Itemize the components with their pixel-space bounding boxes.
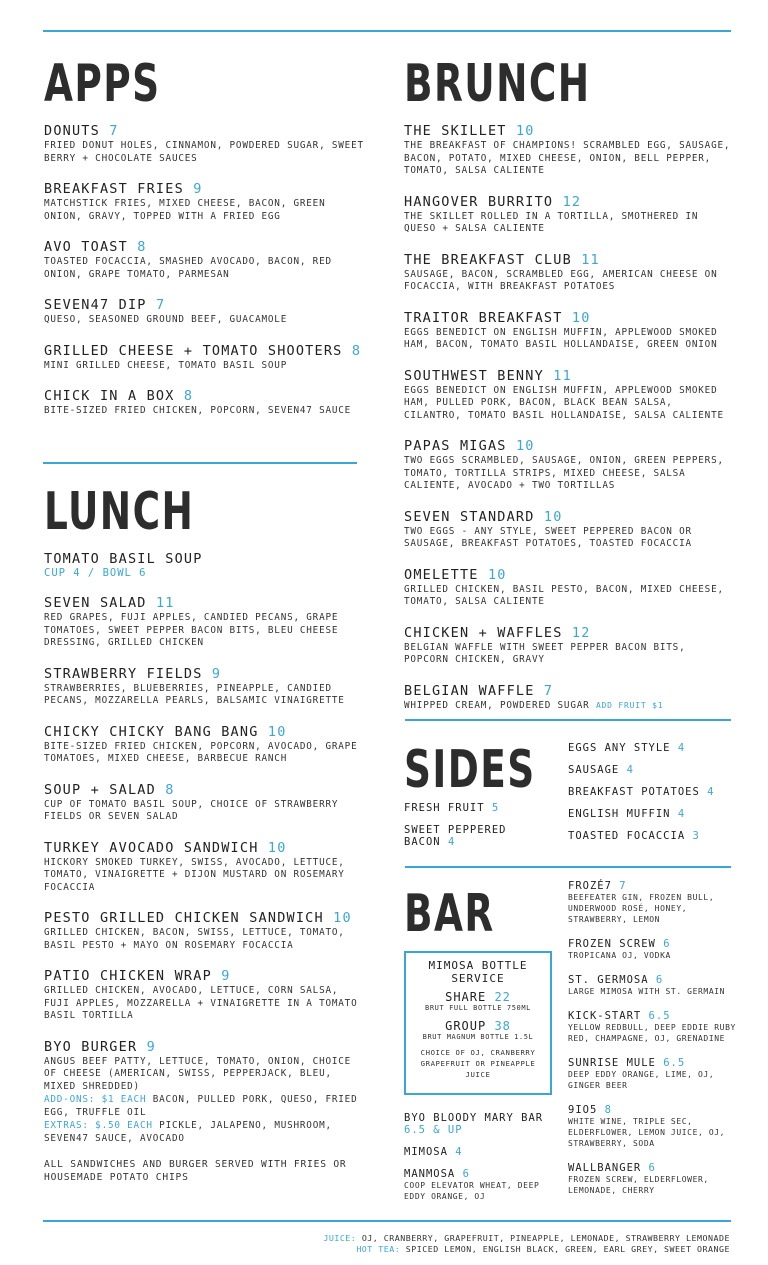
item-name: CHICKY CHICKY BANG BANG: [44, 723, 259, 740]
small-item-name: SUNRISE MULE: [568, 1057, 656, 1069]
small-item-heading: [404, 1112, 554, 1136]
small-item: [568, 764, 738, 776]
menu-item: [404, 253, 734, 294]
small-item-price: 4: [626, 764, 634, 776]
item-desc: [44, 314, 364, 327]
extras-text: PICKLE, JALAPENO, MUSHROOM, SEVEN47 SAUCE, AVOCADO: [44, 1120, 332, 1144]
small-item: [568, 1057, 738, 1091]
item-desc: [44, 140, 364, 165]
menu-item: [44, 667, 364, 708]
item-desc-text: RED GRAPES, FUJI APPLES, CANDIED PECANS, GRAPE TOMATOES, SWEET PEPPER BACON BITS, BLEU CHEESE DRESSING, GRILLED CHICKEN: [44, 612, 339, 648]
item-heading: [44, 182, 364, 197]
menu-item: [44, 969, 364, 1023]
small-item-desc: COOP ELEVATOR WHEAT, DEEP EDDY ORANGE, OJ: [404, 1181, 540, 1201]
small-item-heading: [568, 808, 738, 820]
small-item: [404, 802, 524, 814]
small-item-name: SAUSAGE: [568, 764, 620, 776]
small-item-price: 8: [604, 1104, 612, 1116]
item-name: BREAKFAST FRIES: [44, 181, 184, 197]
juice-label: JUICE:: [323, 1233, 357, 1243]
item-heading: [44, 783, 364, 798]
menu-item: [404, 684, 734, 713]
small-item: [568, 808, 738, 820]
small-item-name: KICK-START: [568, 1010, 642, 1022]
small-item-price: 6: [462, 1168, 470, 1180]
sides-title: SIDES: [404, 740, 536, 800]
item-price: 7: [155, 297, 166, 313]
menu-item: [404, 626, 734, 667]
item-desc-text: BITE-SIZED FRIED CHICKEN, POPCORN, SEVEN47 SAUCE: [44, 405, 352, 416]
item-name: PAPAS MIGAS: [404, 438, 507, 454]
addons-label: ADD-ONS: $1 EACH: [44, 1094, 147, 1105]
small-item-price: 4: [707, 786, 715, 798]
item-name: THE SKILLET: [404, 123, 507, 139]
item-name: HANGOVER BURRITO: [404, 193, 554, 210]
small-item-heading: [568, 974, 738, 986]
small-item-heading: [568, 1010, 738, 1022]
small-item-heading: [568, 938, 738, 950]
small-item-heading: [568, 880, 738, 892]
item-price: 8: [183, 388, 194, 404]
item-desc-text: EGGS BENEDICT ON ENGLISH MUFFIN, APPLEWOOD SMOKED HAM, PULLED PORK, BACON, BLACK BEAN SALSA, CILANTRO, TOMATO BASIL HOLLANDAISE, SALSA CALIENTE: [404, 384, 724, 421]
lunch-note: ALL SANDWICHES AND BURGER SERVED WITH FRIES OR HOUSEMADE POTATO CHIPS: [44, 1159, 347, 1183]
bar-right-list: [568, 880, 738, 1209]
small-item: [568, 830, 738, 842]
small-item-price: 6.5: [663, 1057, 686, 1069]
small-item-heading: [568, 830, 738, 842]
small-item: [568, 786, 738, 798]
menu-item: [404, 568, 734, 609]
small-item-name: 9IO5: [568, 1104, 598, 1116]
item-desc: [404, 700, 734, 713]
item-sub: CUP 4 / BOWL 6: [44, 567, 147, 579]
item-desc: [44, 360, 364, 373]
menu-item: [44, 841, 364, 895]
byo-burger: [44, 1040, 364, 1146]
menu-item: [404, 439, 734, 493]
small-item: [404, 1146, 554, 1158]
item-heading: [404, 568, 734, 583]
small-item: [568, 974, 738, 997]
group-label: GROUP: [445, 1019, 487, 1033]
item-name: TOMATO BASIL SOUP: [44, 551, 203, 567]
item-price: 9: [146, 1038, 156, 1055]
lunch-section: [44, 482, 364, 1184]
small-item-desc: WHITE WINE, TRIPLE SEC, ELDERFLOWER, LEMON JUICE, OJ, STRAWBERRY, SODA: [568, 1117, 726, 1148]
small-item-heading: [568, 764, 738, 776]
item-heading: [404, 510, 734, 525]
menu-item: [44, 344, 364, 373]
small-item-heading: [568, 1162, 738, 1174]
item-heading: [404, 124, 734, 139]
lunch-title: LUNCH: [44, 482, 195, 542]
sides-left-list: [404, 802, 524, 858]
small-item-name: BYO BLOODY MARY BAR: [404, 1112, 544, 1124]
small-item-desc: TROPICANA OJ, VODKA: [568, 951, 671, 960]
bar-left-list: [404, 1112, 554, 1212]
item-name: PESTO GRILLED CHICKEN SANDWICH: [44, 910, 324, 926]
footer-juice: [323, 1233, 730, 1244]
small-item-name: FRESH FRUIT: [404, 802, 485, 814]
item-name: SOUTHWEST BENNY: [404, 367, 544, 384]
brunch-title: BRUNCH: [404, 54, 591, 114]
item-heading: [404, 369, 734, 384]
item-desc: [404, 385, 734, 423]
item-desc: [44, 927, 364, 952]
item-desc-text: GRILLED CHICKEN, BACON, SWISS, LETTUCE, TOMATO, BASIL PESTO + MAYO ON ROSEMARY FOCACCIA: [44, 927, 345, 951]
small-item-name: ENGLISH MUFFIN: [568, 808, 671, 820]
item-heading: [404, 439, 734, 454]
item-desc: ANGUS BEEF PATTY, LETTUCE, TOMATO, ONION, CHOICE OF CHEESE (AMERICAN, SWISS, PEPPERJACK, BLEU, MIXED SHREDDED): [44, 1055, 352, 1092]
item-heading: [44, 124, 364, 139]
addons-text: BACON, PULLED PORK, QUESO, FRIED EGG, TRUFFLE OIL: [44, 1094, 358, 1118]
item-name: TRAITOR BREAKFAST: [404, 309, 563, 326]
item-name: THE BREAKFAST CLUB: [404, 251, 572, 268]
menu-item: [404, 311, 734, 352]
small-item-price: 6: [655, 974, 664, 986]
lunch-list: [44, 552, 364, 1023]
footer-tea: [356, 1244, 730, 1255]
menu-item: [44, 911, 364, 952]
small-item-name: MANMOSA: [404, 1168, 456, 1180]
item-name: OMELETTE: [404, 566, 479, 583]
item-desc: [44, 985, 364, 1023]
item-price: 10: [333, 910, 352, 926]
item-desc-text: MINI GRILLED CHEESE, TOMATO BASIL SOUP: [44, 359, 288, 371]
small-item-desc: LARGE MIMOSA WITH ST. GERMAIN: [568, 987, 726, 996]
small-item-price: 6: [648, 1162, 656, 1174]
menu-item: [44, 725, 364, 766]
item-name: CHICK IN A BOX: [44, 388, 175, 404]
apps-title: APPS: [44, 54, 161, 114]
item-desc: [44, 612, 364, 650]
item-desc-text: THE SKILLET ROLLED IN A TORTILLA, SMOTHERED IN QUESO + SALSA CALIENTE: [404, 210, 699, 234]
item-desc: [44, 683, 364, 708]
item-desc: [44, 256, 364, 281]
item-heading: [44, 298, 364, 313]
item-price: 10: [515, 123, 535, 139]
small-item: [568, 938, 738, 961]
group-price: 38: [494, 1019, 511, 1033]
small-item-price: 4: [677, 808, 686, 820]
small-item-price: 6.5 & UP: [404, 1124, 463, 1136]
menu-item: [404, 124, 734, 178]
small-item-name: EGGS ANY STYLE: [568, 742, 671, 754]
small-item-name: SWEET PEPPERED BACON: [404, 824, 507, 848]
extras-label: EXTRAS: $.50 EACH: [44, 1120, 153, 1131]
menu-item: [44, 552, 364, 579]
menu-item: [44, 389, 364, 418]
top-rule: [43, 30, 731, 32]
menu-item: [44, 124, 364, 165]
item-desc: [404, 526, 734, 551]
item-heading: [44, 969, 364, 984]
small-item: [568, 1104, 738, 1149]
item-heading: [44, 552, 364, 567]
menu-item: [44, 298, 364, 327]
sides-right-list: [568, 742, 738, 852]
item-desc-text: TWO EGGS SCRAMBLED, SAUSAGE, ONION, GREEN PEPPERS, TOMATO, TORTILLA STRIPS, MIXED CHEESE, SALSA CALIENTE, AVOCADO + TWO TORTILLAS: [404, 455, 724, 491]
small-item-desc: FROZEN SCREW, ELDERFLOWER, LEMONADE, CHERRY: [568, 1175, 709, 1195]
item-desc: [404, 269, 734, 294]
item-heading: [404, 626, 734, 641]
share-price: 22: [494, 990, 511, 1004]
item-desc: [404, 642, 734, 667]
menu-item: [404, 510, 734, 551]
small-item-price: 4: [455, 1146, 463, 1158]
item-heading: [44, 911, 364, 926]
small-item-price: 6: [663, 938, 671, 950]
brunch-section: [404, 54, 734, 729]
item-heading: [44, 841, 364, 856]
bar-title: BAR: [404, 884, 495, 944]
item-price: 10: [267, 723, 287, 740]
item-price: 9: [193, 181, 203, 197]
item-desc-text: GRILLED CHICKEN, AVOCADO, LETTUCE, CORN SALSA, FUJI APPLES, MOZZARELLA + VINAIGRETTE IN A TOMATO BASIL TORTILLA: [44, 985, 358, 1021]
apps-list: [44, 124, 364, 418]
item-desc-text: BELGIAN WAFFLE WITH SWEET PEPPER BACON BITS, POPCORN CHICKEN, GRAVY: [404, 641, 686, 665]
item-extra: ADD FRUIT $1: [595, 700, 664, 710]
item-price: 11: [155, 595, 175, 611]
small-item: [404, 824, 524, 848]
small-item-desc: DEEP EDDY ORANGE, LIME, OJ, GINGER BEER: [568, 1070, 715, 1090]
item-desc-text: EGGS BENEDICT ON ENGLISH MUFFIN, APPLEWOOD SMOKED HAM, BACON, TOMATO BASIL HOLLANDAISE, GREEN ONION: [404, 326, 718, 350]
sides-title-wrap: [404, 740, 587, 800]
item-desc: [44, 741, 364, 766]
small-item: [404, 1168, 554, 1202]
item-desc-text: TOASTED FOCACCIA, SMASHED AVOCADO, BACON, RED ONION, GRAPE TOMATO, PARMESAN: [44, 256, 332, 280]
small-item: [404, 1112, 554, 1136]
item-desc: [44, 405, 364, 418]
item-price: 10: [267, 839, 287, 856]
group-desc: BRUT MAGNUM BOTTLE 1.5L: [422, 1033, 534, 1041]
item-desc-text: MATCHSTICK FRIES, MIXED CHEESE, BACON, GREEN ONION, GRAVY, TOPPED WITH A FRIED EGG: [44, 198, 326, 222]
item-name: CHICKEN + WAFFLES: [404, 624, 563, 641]
item-desc: [44, 198, 364, 223]
small-item-heading: [568, 1057, 738, 1069]
menu-item: [404, 369, 734, 423]
item-price: 10: [487, 566, 507, 583]
small-item-price: 4: [677, 742, 686, 754]
item-heading: [44, 389, 364, 404]
item-desc-text: TWO EGGS - ANY STYLE, SWEET PEPPERED BACON OR SAUSAGE, BREAKFAST POTATOES, TOASTED FOCACCIA: [404, 525, 692, 549]
small-item-heading: [404, 802, 524, 814]
item-desc-text: STRAWBERRIES, BLUEBERRIES, PINEAPPLE, CANDIED PECANS, MOZZARELLA PEARLS, BALSAMIC VINAIGRETTE: [44, 682, 345, 706]
share-desc: BRUT FULL BOTTLE 750ML: [425, 1004, 531, 1012]
small-item: [568, 1010, 738, 1044]
mimosa-box-title: MIMOSA BOTTLE SERVICE: [428, 959, 528, 985]
item-desc-text: HICKORY SMOKED TURKEY, SWISS, AVOCADO, LETTUCE, TOMATO, VINAIGRETTE + DIJON MUSTARD ON ROSEMARY FOCACCIA: [44, 856, 345, 893]
item-name: GRILLED CHEESE + TOMATO SHOOTERS: [44, 342, 343, 359]
item-name: AVO TOAST: [44, 239, 128, 255]
menu-item: [44, 182, 364, 223]
item-name: BYO BURGER: [44, 1038, 138, 1055]
item-price: 11: [553, 367, 572, 384]
item-desc: [404, 327, 734, 352]
item-price: 8: [351, 342, 362, 359]
menu-item: [404, 195, 734, 236]
small-item-price: 7: [619, 880, 627, 892]
menu-item: [44, 783, 364, 824]
item-desc: [404, 140, 734, 178]
brunch-list: [404, 124, 734, 712]
item-name: SOUP + SALAD: [44, 781, 156, 798]
item-price: 12: [562, 193, 582, 210]
item-desc-text: QUESO, SEASONED GROUND BEEF, GUACAMOLE: [44, 314, 288, 325]
item-price: 9: [211, 665, 222, 682]
small-item-heading: [568, 786, 738, 798]
small-item-price: 6.5: [648, 1010, 671, 1022]
apps-section: [44, 54, 364, 435]
item-name: BELGIAN WAFFLE: [404, 682, 535, 699]
item-name: SEVEN STANDARD: [404, 508, 535, 525]
small-item-price: 5: [491, 802, 500, 814]
item-name: SEVEN47 DIP: [44, 297, 147, 313]
small-item: [568, 880, 738, 925]
item-name: STRAWBERRY FIELDS: [44, 665, 203, 682]
item-desc: [44, 857, 364, 895]
item-price: 11: [581, 251, 600, 268]
item-heading: [404, 311, 734, 326]
menu-item: [44, 240, 364, 281]
item-desc: [404, 455, 734, 493]
tea-label: HOT TEA:: [356, 1244, 401, 1254]
item-desc: [404, 211, 734, 236]
item-desc-text: WHIPPED CREAM, POWDERED SUGAR: [404, 699, 590, 711]
item-desc: [404, 584, 734, 609]
small-item-heading: [404, 1146, 554, 1158]
item-heading: [404, 253, 734, 268]
item-price: 8: [165, 781, 175, 798]
item-name: SEVEN SALAD: [44, 595, 147, 611]
small-item-price: 3: [692, 830, 700, 842]
bottom-rule: [43, 1220, 731, 1222]
menu-item: [44, 596, 364, 650]
mimosa-bottle-box: [404, 951, 552, 1095]
item-price: 7: [109, 123, 119, 139]
item-heading: [44, 725, 364, 740]
item-desc-text: FRIED DONUT HOLES, CINNAMON, POWDERED SUGAR, SWEET BERRY + CHOCOLATE SAUCES: [44, 140, 364, 164]
item-heading: [44, 667, 364, 682]
item-price: 10: [515, 438, 535, 454]
small-item-name: FROZÉ7: [568, 880, 612, 892]
apps-lunch-divider: [43, 462, 357, 464]
item-heading: [44, 344, 364, 359]
small-item-name: BREAKFAST POTATOES: [568, 786, 700, 798]
tea-list: SPICED LEMON, ENGLISH BLACK, GREEN, EARL GREY, SWEET ORANGE: [405, 1244, 730, 1254]
small-item-heading: [568, 742, 738, 754]
bar-title-wrap: [404, 884, 530, 944]
sides-bar-divider: [405, 866, 731, 868]
small-item-name: FROZEN SCREW: [568, 938, 656, 950]
item-heading: [404, 195, 734, 210]
item-price: 9: [221, 968, 231, 984]
small-item-desc: BEEFEATER GIN, FROZEN BULL, UNDERWOOD ROSÉ, HONEY, STRAWBERRY, LEMON: [568, 893, 715, 924]
small-item-heading: [404, 824, 524, 848]
small-item-name: WALLBANGER: [568, 1162, 642, 1174]
item-desc-text: SAUSAGE, BACON, SCRAMBLED EGG, AMERICAN CHEESE ON FOCACCIA, WITH BREAKFAST POTATOES: [404, 268, 718, 292]
item-name: PATIO CHICKEN WRAP: [44, 968, 212, 984]
item-name: TURKEY AVOCADO SANDWICH: [44, 839, 259, 856]
item-price: 10: [571, 309, 591, 326]
item-price: 12: [571, 624, 591, 641]
juice-list: OJ, CRANBERRY, GRAPEFRUIT, PINEAPPLE, LEMONADE, STRAWBERRY LEMONADE: [361, 1233, 730, 1243]
share-label: SHARE: [445, 990, 487, 1004]
item-heading: [44, 596, 364, 611]
small-item: [568, 1162, 738, 1196]
small-item-name: ST. GERMOSA: [568, 974, 649, 986]
small-item-name: MIMOSA: [404, 1146, 448, 1158]
item-heading: [44, 240, 364, 255]
small-item-heading: [404, 1168, 554, 1180]
juice-choice: CHOICE OF OJ, CRANBERRY GRAPEFRUIT OR PINEAPPLE JUICE: [420, 1048, 536, 1079]
item-desc-text: CUP OF TOMATO BASIL SOUP, CHOICE OF STRAWBERRY FIELDS OR SEVEN SALAD: [44, 798, 339, 822]
item-heading: [404, 684, 734, 699]
small-item-name: TOASTED FOCACCIA: [568, 830, 686, 842]
small-item: [568, 742, 738, 754]
item-desc-text: BITE-SIZED FRIED CHICKEN, POPCORN, AVOCADO, GRAPE TOMATOES, MIXED CHEESE, BARBECUE RANCH: [44, 740, 358, 764]
item-name: DONUTS: [44, 123, 100, 139]
item-price: 8: [137, 239, 147, 255]
item-desc-text: THE BREAKFAST OF CHAMPIONS! SCRAMBLED EGG, SAUSAGE, BACON, POTATO, MIXED CHEESE, ONION, BELL PEPPER, TOMATO, SALSA CALIENTE: [404, 140, 731, 176]
small-item-desc: YELLOW REDBULL, DEEP EDDIE RUBY RED, CHAMPAGNE, OJ, GRENADINE: [568, 1023, 736, 1043]
item-desc: [44, 799, 364, 824]
small-item-price: 4: [447, 836, 456, 848]
small-item-heading: [568, 1104, 738, 1116]
item-price: 7: [543, 682, 554, 699]
item-price: 10: [543, 508, 563, 525]
item-desc-text: GRILLED CHICKEN, BASIL PESTO, BACON, MIXED CHEESE, TOMATO, SALSA CALIENTE: [404, 583, 724, 607]
